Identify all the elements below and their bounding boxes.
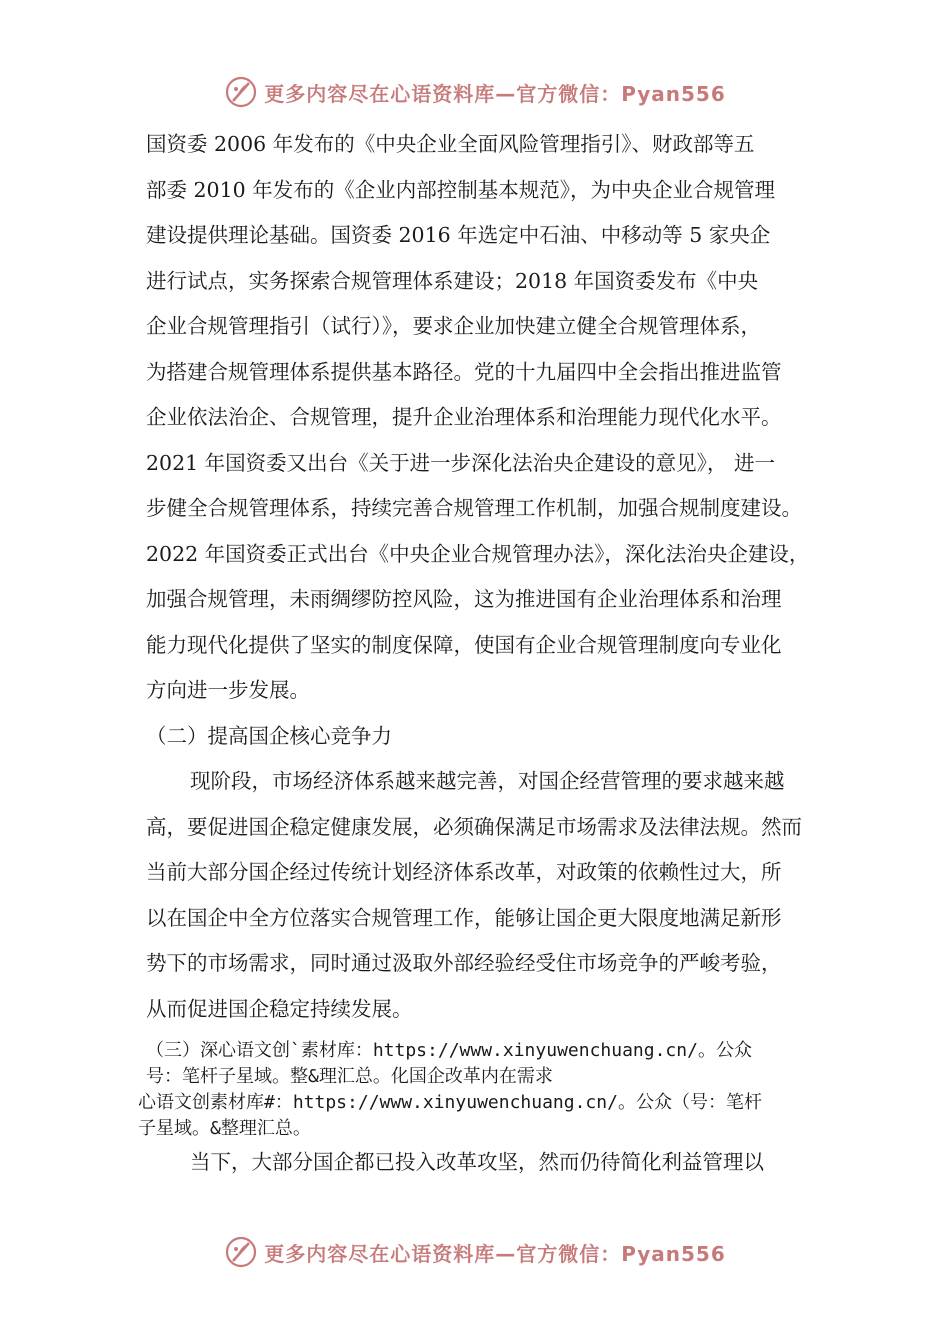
quill-logo-icon bbox=[224, 1235, 258, 1269]
banner-text: 更多内容尽在心语资料库—官方微信：Pyan556 bbox=[264, 1241, 726, 1266]
mixed-line: 号：笔杆子星域。整&理汇总。化国企改革内在需求 bbox=[146, 1066, 553, 1087]
mixed-watermark-text bbox=[138, 1038, 858, 1142]
header-watermark-banner bbox=[0, 72, 950, 112]
text-line: 方向进一步发展。 bbox=[146, 678, 310, 702]
mixed-line: 子星域。&整理汇总。 bbox=[138, 1118, 311, 1139]
text-line: 企业依法治企、合规管理，提升企业治理体系和治理能力现代化水平。 bbox=[146, 405, 782, 429]
text-line: 能力现代化提供了坚实的制度保障，使国有企业合规管理制度向专业化 bbox=[146, 632, 782, 657]
document-body bbox=[146, 122, 826, 1032]
text-line: 从而促进国企稳定持续发展。 bbox=[146, 996, 413, 1021]
mixed-line: 心语文创素材库#：https://www.xinyuwenchuang.cn/。公众（号：笔杆 bbox=[138, 1092, 762, 1113]
text-line: 势下的市场需求，同时通过汲取外部经验经受住市场竞争的严峻考验， bbox=[146, 951, 782, 975]
text-line: 进行试点，实务探索合规管理体系建设；2018 年国资委发布《中央 bbox=[146, 268, 759, 293]
section-heading: （二）提高国企核心竞争力 bbox=[146, 723, 392, 748]
text-line: 以在国企中全方位落实合规管理工作，能够让国企更大限度地满足新形 bbox=[146, 905, 782, 930]
text-line: 国资委 2006 年发布的《中央企业全面风险管理指引》、财政部等五 bbox=[146, 132, 755, 156]
quill-logo-icon bbox=[224, 75, 258, 109]
text-line: 当下，大部分国企都已投入改革攻坚，然而仍待简化利益管理以 bbox=[190, 1150, 764, 1174]
text-line: 现阶段，市场经济体系越来越完善，对国企经营管理的要求越来越 bbox=[190, 769, 785, 793]
footer-watermark-banner bbox=[0, 1232, 950, 1272]
text-line: 部委 2010 年发布的《企业内部控制基本规范》，为中央企业合规管理 bbox=[146, 177, 775, 202]
banner-text: 更多内容尽在心语资料库—官方微信：Pyan556 bbox=[264, 81, 726, 106]
text-line: 2022 年国资委正式出台《中央企业合规管理办法》，深化法治央企建设， bbox=[146, 541, 810, 566]
text-line: 建设提供理论基础。国资委 2016 年选定中石油、中移动等 5 家央企 bbox=[146, 223, 771, 247]
text-line: 高，要促进国企稳定健康发展，必须确保满足市场需求及法律法规。然而 bbox=[146, 814, 802, 839]
text-line: 2021 年国资委又出台《关于进一步深化法治央企建设的意见》， 进一 bbox=[146, 450, 775, 475]
text-line: 步健全合规管理体系，持续完善合规管理工作机制，加强合规制度建设。 bbox=[146, 496, 802, 520]
text-line: 为搭建合规管理体系提供基本路径。党的十九届四中全会指出推进监管 bbox=[146, 359, 782, 384]
text-line: 加强合规管理，未雨绸缪防控风险，这为推进国有企业治理体系和治理 bbox=[146, 587, 782, 611]
text-line: 当前大部分国企经过传统计划经济体系改革，对政策的依赖性过大，所 bbox=[146, 860, 782, 884]
text-line: 企业合规管理指引（试行）》，要求企业加快建立健全合规管理体系， bbox=[146, 314, 761, 338]
document-body-continued bbox=[146, 1140, 826, 1186]
mixed-line: （三）深心语文创`素材库：https://www.xinyuwenchuang.cn/。公众 bbox=[146, 1040, 752, 1061]
